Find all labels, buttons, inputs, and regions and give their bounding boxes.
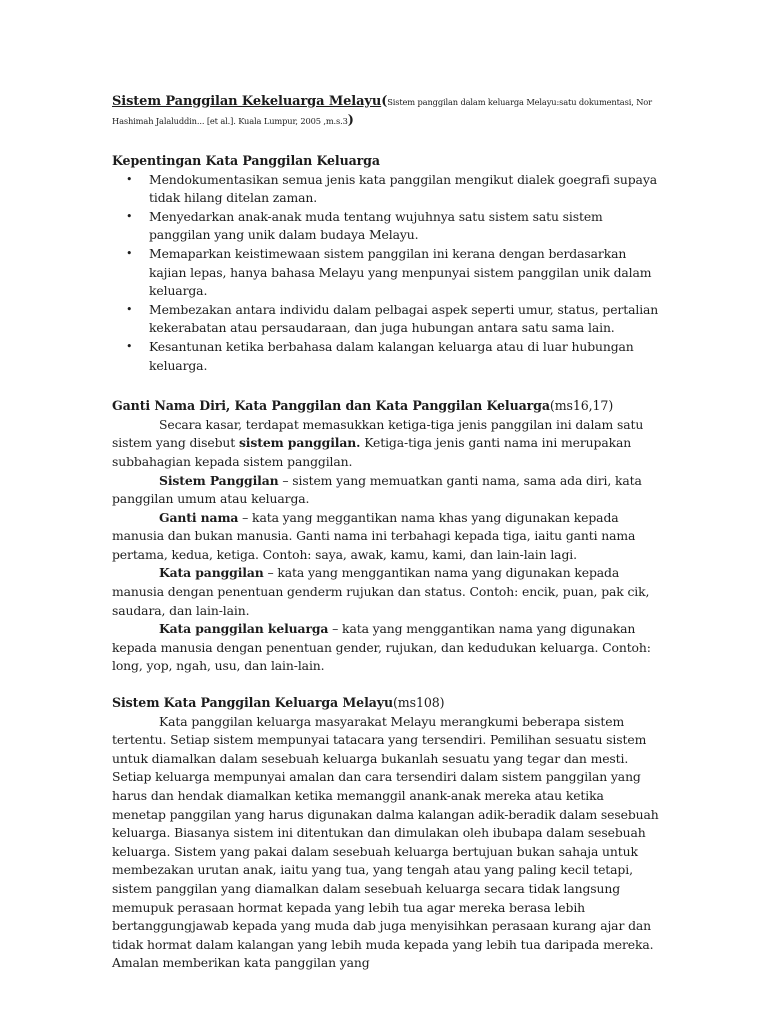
bullet-icon: •	[126, 172, 133, 186]
paragraph-text: Ketiga-tiga jenis ganti nama ini merupakan subbahagian kepada sistem panggilan.	[112, 435, 632, 469]
bullet-list	[112, 171, 660, 376]
definition-term: Kata panggilan keluarga	[159, 621, 329, 637]
title-paren-close: )	[347, 113, 354, 128]
title-source-line-1: Sistem panggilan dalam keluarga Melayu:satu dokumentasi, Nor	[387, 97, 652, 107]
list-item	[112, 338, 660, 375]
list-item	[112, 208, 660, 245]
definition-term: Sistem Panggilan	[159, 472, 279, 488]
page-reference: (ms16,17)	[549, 398, 614, 414]
section-heading-text: Ganti Nama Diri, Kata Panggilan dan Kata Panggilan Keluarga	[112, 398, 550, 414]
section-spacer	[112, 676, 660, 694]
bullet-text: Membezakan antara individu dalam pelbagai aspek seperti umur, status, pertalian kekerabatan atau persaudaraan, dan juga hubungan antara satu sama lain.	[149, 301, 659, 336]
section-heading-sistem-kata	[112, 694, 660, 713]
title-source-line-2: Hashimah Jalaluddin... [et al.]. Kuala Lumpur, 2005 ,m.s.3	[112, 116, 348, 126]
emphasis-term: sistem panggilan.	[238, 435, 361, 451]
paragraph-intro	[112, 416, 660, 472]
definition-kata-panggilan	[112, 564, 660, 620]
paragraph-body: Kata panggilan keluarga masyarakat Melayu merangkumi beberapa sistem tertentu. Setiap sistem mempunyai tatacara yang tersendiri. Pemilihan sesuatu sistem untuk diamalkan dalam sesebuah keluarga bukanlah sesuatu yang tegar dan mesti. Setiap keluarga mempunyai amalan dan cara tersendiri dalam sistem panggilan yang harus dan hendak diamalkan ketika memanggil anank-anak mereka atau ketika menetap panggilan yang harus digunakan dalma kalangan adik-beradik dalam sesebuah keluarga. Biasanya sistem ini ditentukan dan dimulakan oleh ibubapa dalam sesebuah keluarga. Sistem yang pakai dalam sesebuah keluarga bertujuan bukan sahaja untuk membezakan urutan anak, iaitu yang tua, yang tengah atau yang paling kecil tetapi, sistem panggilan yang diamalkan dalam sesebuah keluarga secara tidak langsung memupuk perasaan hormat kepada yang lebih tua agar mereka berasa lebih bertanggungjawab kepada yang muda dab juga menyisihkan perasaan kurang ajar dan tidak hormat dalam kalangan yang lebih muda kepada yang lebih tua daripada mereka. Amalan memberikan kata panggilan yang	[112, 713, 659, 971]
paragraph-text: Secara kasar, terdapat memasukkan ketiga-tiga jenis panggilan ini dalam satu sistem yang disebut	[112, 416, 644, 451]
definition-term: Kata panggilan	[159, 565, 264, 581]
document-title-block	[112, 92, 660, 130]
bullet-text: Menyedarkan anak-anak muda tentang wujuhnya satu sistem satu sistem panggilan yang unik dalam budaya Melayu.	[149, 208, 603, 243]
list-item	[112, 171, 660, 208]
section-heading-ganti-nama	[112, 397, 660, 416]
definition-kata-panggilan-keluarga	[112, 620, 660, 676]
bullet-icon: •	[126, 302, 133, 316]
definition-text: – sistem yang memuatkan ganti nama, sama ada diri, kata panggilan umum atau keluarga.	[112, 472, 642, 507]
document-title: Sistem Panggilan Kekeluarga Melayu	[112, 94, 382, 109]
list-item	[112, 301, 660, 338]
list-item	[112, 245, 660, 301]
bullet-icon: •	[126, 246, 133, 260]
bullet-text: Kesantunan ketika berbahasa dalam kalangan keluarga atau di luar hubungan keluarga.	[149, 338, 634, 373]
definition-term: Ganti nama	[159, 509, 239, 525]
title-paren-open: (	[381, 94, 388, 109]
section-heading-text: Sistem Kata Panggilan Keluarga Melayu	[112, 695, 394, 711]
document-body	[112, 92, 660, 973]
definition-sistem-panggilan	[112, 472, 660, 509]
definition-ganti-nama	[112, 509, 660, 565]
definition-text: – kata yang menggantikan nama yang digunakan kepada manusia dengan penentuan gender, rujukan, dan kedudukan keluarga. Contoh: long, yop, ngah, usu, dan lain-lain.	[112, 621, 651, 674]
bullet-text: Memaparkan keistimewaan sistem panggilan ini kerana dengan berdasarkan kajian lepas, hanya bahasa Melayu yang menpunyai sistem panggilan unik dalam keluarga.	[149, 245, 652, 299]
definition-text: – kata yang meggantikan nama khas yang digunakan kepada manusia dan bukan manusia. Ganti nama ini terbahagi kepada tiga, iaitu ganti nama pertama, kedua, ketiga. Contoh: saya, awak, kamu, kami, dan lain-lain lagi.	[112, 509, 636, 562]
bullet-text: Mendokumentasikan semua jenis kata panggilan mengikut dialek goegrafi supaya tidak hilang ditelan zaman.	[149, 171, 657, 206]
page-reference: (ms108)	[393, 695, 445, 711]
bullet-icon: •	[126, 209, 133, 223]
section-heading-kepentingan: Kepentingan Kata Panggilan Keluarga	[112, 153, 380, 168]
bullet-icon: •	[126, 339, 133, 353]
definition-text: – kata yang menggantikan nama yang digunakan kepada manusia dengan penentuan genderm rujukan dan status. Contoh: encik, puan, pak cik, saudara, dan lain-lain.	[112, 565, 650, 618]
